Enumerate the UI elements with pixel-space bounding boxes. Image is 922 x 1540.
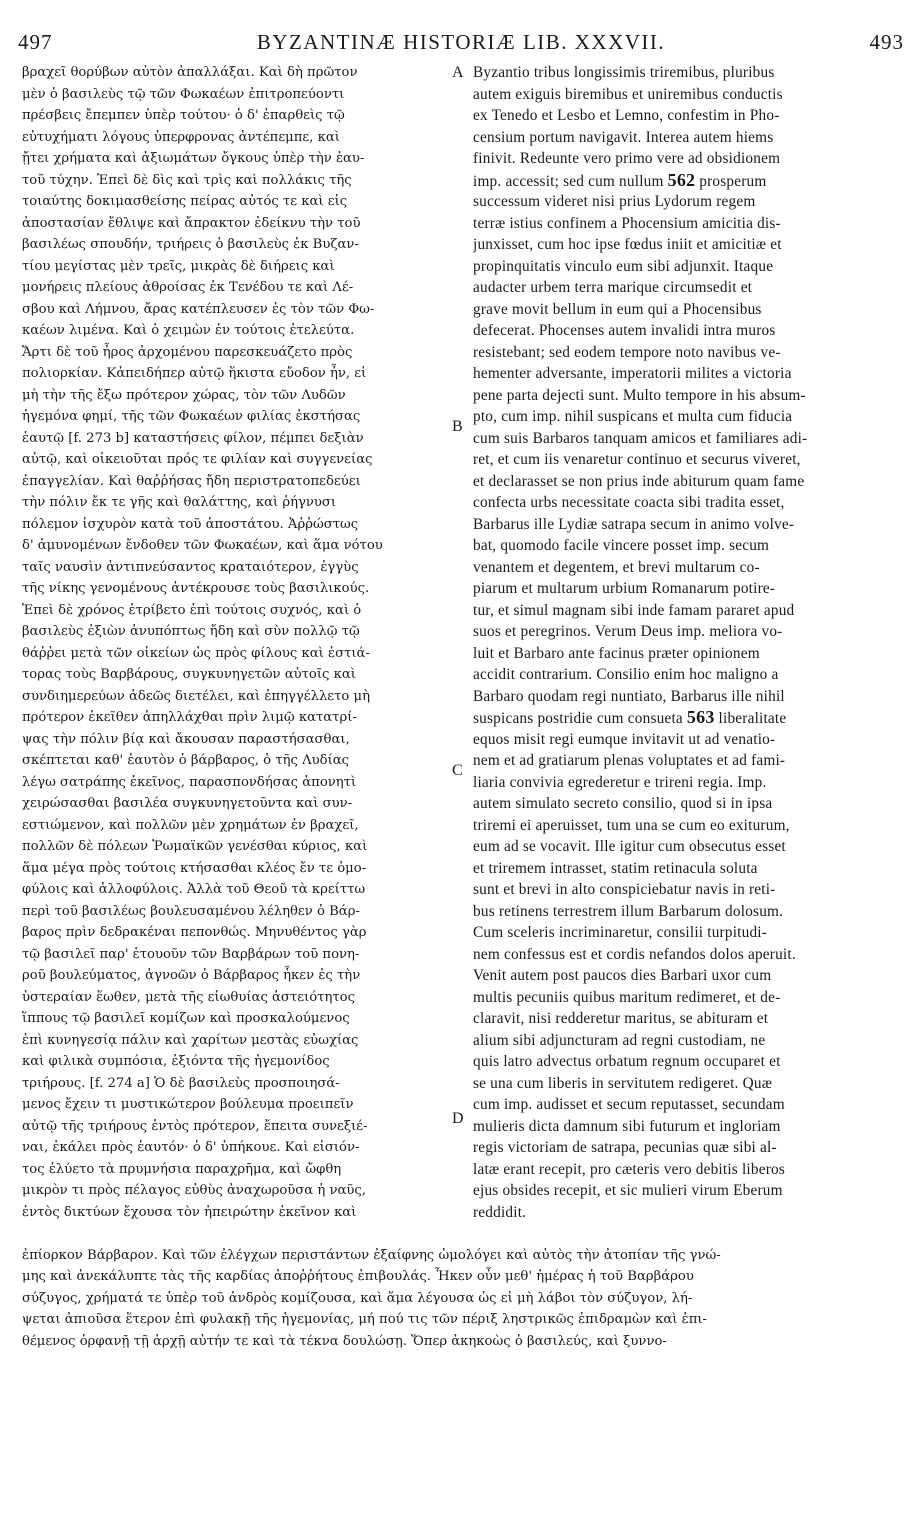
text-line: sunt et brevi in alto conspiciebatur navis in reti- — [473, 881, 776, 898]
text-line: confecta urbs necessitate coacta sibi tradita esset, — [473, 494, 785, 511]
text-line: λέγω σατράπης ἐκεῖνος, παρασπονδήσας ἀπονητὶ — [22, 774, 357, 790]
text-line: censium portum navigavit. Interea autem hiems — [473, 128, 774, 146]
text-line: multis pecuniis quibus maritum redimeret, et de- — [473, 988, 781, 1006]
right-page-number: 493 — [869, 30, 904, 54]
text-line: μης καὶ ἀνεκάλυπτε τὰς τῆς καρδίας ἀποῤῥήτους ἐπιβουλάς. Ἧκεν οὖν μεθ' ἡμέρας ἡ τοῦ Βαρβάρου — [22, 1269, 694, 1284]
text-line: suspicans postridie cum consueta 563 liberalitate — [473, 707, 787, 727]
text-line: πρέσβεις ἔπεμπεν ὑπὲρ τούτου· ὁ δ' ἐπαρθεὶς τῷ — [22, 108, 345, 123]
text-line: σβου καὶ Λήμνου, ἄρας κατέπλευσεν ἐς τὸν τῶν Φω- — [22, 301, 375, 317]
text-line: ejus obsides recepit, et sic mulieri virum Eberum — [473, 1182, 783, 1199]
text-line: ἐπαγγελίαν. Καὶ θαῤῥήσας ἤδη περιστρατοπεδεύει — [22, 473, 361, 489]
text-line: tur, et simul magnam sibi inde famam pararet apud — [473, 601, 795, 619]
text-line: triremi ei aperuisset, tum una se cum eo exiturum, — [473, 816, 790, 834]
text-line: ἑαυτῷ [f. 273 b] καταστήσεις φίλον, πέμπει δεξιὰν — [22, 430, 364, 446]
text-line: nem et ad gratiarum plenas voluptates et ad fami- — [473, 752, 786, 769]
text-line: καέων λιμένα. Καὶ ὁ χειμὼν ἐν τούτοις ἐτελεύτα. — [22, 323, 355, 338]
text-line: hementer adversante, imperatorii milites a victoria — [473, 365, 792, 382]
margin-marker-b: B — [452, 418, 463, 435]
text-line: τῷ βασιλεῖ παρ' ἑτουοῦν τῶν Βαρβάρων τοῦ πονη- — [22, 946, 360, 962]
text-line: καὶ φιλικὰ συμπόσια, ἐξιόντα τῆς ἡγεμονίδος — [22, 1054, 330, 1069]
text-line: τοῦ τύχην. Ἐπεὶ δὲ δὶς καὶ τρὶς καὶ πολλάκις τῆς — [22, 172, 352, 188]
text-line: ροῦ βουλεύματος, ἀγνοῶν ὁ Βάρβαρος ἧκεν ἐς τὴν — [22, 968, 361, 983]
text-line: τορας τοὺς Βαρβάρους, συγκυνηγετῶν αὐτοῖς καὶ — [22, 667, 356, 682]
text-line: successum videret nisi prius Lydorum regem — [473, 193, 756, 210]
text-line: ἐπὶ κυνηγεσίᾳ πάλιν καὶ χαρίτων μεστὰς εὐωχίας — [22, 1032, 359, 1048]
text-line: finivit. Redeunte vero primo vere ad obsidionem — [473, 150, 781, 167]
text-line: εὐτυχήματι λόγους ὑπερφρονας ἀντέπεμπε, καὶ — [22, 129, 340, 145]
text-line: Ἐπεὶ δὲ χρόνος ἐτρίβετο ἐπὶ τούτοις συχνός, καὶ ὁ — [22, 602, 362, 618]
text-line: θέμενος ὀρφανῇ τῇ ἀρχῇ αὐτήν τε καὶ τὰ τέκνα δουλώσῃ. Ὅπερ ἀκηκοὼς ὁ βασιλεύς, καὶ ξυννο- — [22, 1333, 667, 1349]
text-line: βασιλέως σπουδήν, τριήρεις ὁ βασιλεὺς ἐκ Βυζαν- — [22, 237, 359, 252]
text-line: bus retinens terrestrem illum Barbarum dolosum. — [473, 902, 784, 920]
text-line: quis latro advectus orbatum regnum occuparet et — [473, 1053, 781, 1070]
text-line: εστιώμενον, καὶ πολλῶν μὲν χρημάτων ἐν βραχεῖ, — [22, 817, 359, 833]
text-line: propinquitatis vinculo eum sibi adjunxit. Itaque — [473, 257, 774, 275]
edition-page-number: 563 — [686, 707, 715, 727]
greek-text-column — [22, 62, 460, 1245]
text-line: βραχεῖ θορύβων αὐτὸν ἀπαλλάξαι. Καὶ δὴ πρῶτον — [22, 65, 358, 80]
text-line: βαρος πρὶν δεδρακέναι πεπονθώς. Μηνυθέντος γὰρ — [22, 925, 367, 940]
text-line: Barbarus ille Lydiæ satrapa secum in animo volve- — [473, 515, 795, 533]
text-line: reddidit. — [473, 1203, 527, 1221]
text-line: τοιαύτης δοκιμασθείσης πείρας αὐτός τε καὶ εἰς — [22, 194, 348, 209]
text-line: ψας τὴν πόλιν βίᾳ καὶ ἄκουσαν παραστήσασθαι, — [22, 731, 350, 747]
text-line: ταῖς ναυσὶν ἀντιπνεύσαντος κραταιότερον, ἐγγὺς — [22, 559, 359, 575]
text-line: ναι, ἐκάλει πρὸς ἑαυτόν· ὁ δ' ὑπήκουε. Καὶ εἰσιόν- — [22, 1140, 360, 1155]
text-line: bat, quomodo facile vincere posset imp. secum — [473, 537, 770, 554]
text-line: accidit contrarium. Consilio enim hoc maligno a — [473, 666, 779, 683]
text-line: imp. accessit; sed cum nullum 562 prosperum — [473, 169, 767, 190]
text-line: δ' ἀμυνομένων ἔνδοθεν τῶν Φωκαέων, καὶ ἅμα νότου — [22, 538, 383, 553]
text-line: claravit, nisi redderetur maritus, se abituram et — [473, 1010, 769, 1027]
text-line: liaria convivia egrederetur e trireni regia. Imp. — [473, 773, 767, 791]
text-line: θάῤῥει μετὰ τῶν οἰκείων ὡς πρὸς φίλους καὶ ἐστιά- — [22, 645, 370, 661]
text-line: piarum et multarum urbium Romanarum potire- — [473, 580, 776, 597]
text-line: ἐπίορκον Βάρβαρον. Καὶ τῶν ἐλέγχων περιστάντων ἐξαίφνης ὡμολόγει καὶ αὐτὸς τὴν ἀτοπίαν τῆς γνώ- — [22, 1247, 721, 1263]
text-line: et triremem intrasset, statim retinacula soluta — [473, 859, 758, 877]
text-line: ἵππους τῷ βασιλεῖ κομίζων καὶ προσκαλούμενος — [22, 1011, 350, 1026]
text-line: σύζυγος, χρήματά τε ὑπὲρ τοῦ ἀνδρὸς κομίζουσα, καὶ ἅμα λέγουσα ὡς εἰ μὴ λάβοι τὸν σύζυγον, λή- — [22, 1290, 693, 1306]
latin-text-column — [473, 62, 901, 1223]
text-line: audacter urbem terra marique circumsedit et — [473, 279, 753, 296]
text-line: Venit autem post paucos dies Barbari uxor cum — [473, 967, 772, 984]
page-header — [18, 30, 904, 60]
text-line: pene parta dejecti sunt. Multo tempore in his absum- — [473, 386, 806, 404]
text-line: latæ erant recepit, pro cæteris vero debitis liberos — [473, 1160, 785, 1178]
edition-page-number: 562 — [667, 169, 696, 190]
text-line: μονήρεις πλείους ἀθροίσας ἐκ Τενέδου τε καὶ Λέ- — [22, 280, 354, 295]
text-line: βασιλεὺς ἐξιὼν ἀνυπόπτως ἤδη καὶ σὺν πολλῷ τῷ — [22, 624, 360, 639]
text-line: ἐντὸς δικτύων ἔχουσα τὸν ἠπειρώτην ἐκεῖνον καὶ — [22, 1204, 357, 1220]
text-line: ὑστεραίαν ἕωθεν, μετὰ τῆς εἰωθυίας ἀστειότητος — [22, 989, 355, 1005]
text-line: τῆς νίκης γενομένους ἀντέκρουσε τοὺς βασιλικούς. — [22, 581, 370, 596]
text-line: ψεται ἀπιοῦσα ἕτερον ἐπὶ φυλακῇ τῆς ἡγεμονίας, μή πού τις τῶν πέριξ ληστρικῶς ἐπιδραμὼν καὶ ἐπι- — [22, 1312, 707, 1327]
text-line: τος ἐλύετο τὰ πρυμνήσια παραχρῆμα, καὶ ὤφθη — [22, 1161, 342, 1177]
text-line: luit et Barbaro ante facinus præter opinionem — [473, 644, 760, 662]
text-line: autem simulato secreto consilio, quod si in ipsa — [473, 795, 773, 812]
text-line: grave movit bellum in eum qui a Phocensibus — [473, 300, 762, 318]
text-line: πρότερον ἐκεῖθεν ἀπηλλάχθαι πρὶν λιμῷ κατατρί- — [22, 710, 357, 725]
left-page-number: 497 — [18, 30, 53, 54]
margin-marker-c: C — [452, 762, 463, 779]
text-line: venantem et degentem, et brevi multarum co- — [473, 558, 760, 576]
text-line: φύλοις καὶ ἀλλοφύλοις. Ἀλλὰ τοῦ Θεοῦ τὰ κρείττω — [22, 882, 366, 897]
margin-marker-d: D — [452, 1110, 464, 1127]
text-line: alium sibi adjuncturam ad regni custodiam, ne — [473, 1031, 766, 1049]
text-line: ᾔτει χρήματα καὶ ἀξιωμάτων ὄγκους ὑπὲρ τὴν ἑαυ- — [22, 151, 365, 166]
text-line: Barbaro quodam regi nuntiato, Barbarus ille nihil — [473, 687, 785, 705]
text-line: τριήρους. [f. 274 a] Ὁ δὲ βασιλεὺς προσποιησά- — [22, 1075, 340, 1091]
text-line: αὐτῷ τῆς τριήρους ἐντὸς πρότερον, ἔπειτα συνεξιέ- — [22, 1118, 368, 1134]
text-line: μικρὸν τι πρὸς πέλαγος εὐθὺς ἀναχωροῦσα ἡ ναῦς, — [22, 1183, 367, 1198]
text-line: mulieris dicta damnum sibi futurum et ingloriam — [473, 1117, 781, 1135]
full-width-greek-lines — [22, 1245, 902, 1353]
text-line: se una cum liberis in servitutem redigeret. Quæ — [473, 1074, 773, 1092]
text-line: suos et peregrinos. Verum Deus imp. meliora vo- — [473, 623, 783, 640]
text-line: defecerat. Phocenses autem invalidi intra muros — [473, 322, 776, 339]
text-line: τὴν πόλιν ἔκ τε γῆς καὶ θαλάττης, καὶ ῥήγνυσι — [22, 495, 337, 510]
running-title: BYZANTINÆ HISTORIÆ LIB. XXXVII. — [256, 30, 666, 54]
text-line: ἡγεμόνα φημί, τῆς τῶν Φωκαέων φιλίας ἐκστήσας — [22, 409, 361, 424]
text-line: autem exiguis biremibus et uniremibus conductis — [473, 85, 783, 103]
text-line: μενος ἔχειν τι μυστικώτερον βούλευμα προειπεῖν — [22, 1097, 354, 1112]
text-line: Ἄρτι δὲ τοῦ ἦρος ἀρχομένου παρεσκευάζετο πρὸς — [22, 344, 353, 360]
text-line: eum ad se vocavit. Ille igitur cum obsecutus esset — [473, 838, 786, 855]
text-line: αὐτῷ, καὶ οἰκειοῦται πρός τε φιλίαν καὶ συγγενείας — [22, 452, 373, 467]
text-line: ἅμα μέγα πρὸς τούτοις κτήσασθαι κλέος ἔν τε ὁμο- — [22, 860, 367, 876]
text-line: cum suis Barbaros tanquam amicos et familiares adi- — [473, 429, 808, 447]
text-line: ἀποστασίαν ἔθλιψε καὶ ἄπρακτον ἐδείκνυ τὴν τοῦ — [22, 215, 361, 231]
text-line: et declarasset se non prius inde abiturum quam fame — [473, 472, 805, 490]
text-line: μὴ τὴν τῆς ἔξω πρότερον χώρας, τὸν τῶν Λυδῶν — [22, 387, 346, 403]
text-line: περὶ τοῦ βασιλέως βουλευσαμένου λέληθεν ὁ Βάρ- — [22, 903, 360, 919]
text-line: πόλεμον ἰσχυρὸν κατὰ τοῦ ἀποστάτου. Ἀῤῥώστως — [22, 516, 359, 532]
text-line: μὲν ὁ βασιλεὺς τῷ τῶν Φωκαέων ἐπιτροπεύοντι — [22, 86, 345, 102]
text-line: ret, et cum iis venaretur continuo et securus viveret, — [473, 451, 801, 468]
text-line: resistebant; sed eodem tempore noto navibus ve- — [473, 343, 781, 361]
text-line: cum imp. audisset et secum reputasset, secundam — [473, 1096, 785, 1113]
text-line: συνδιημερεύων ἀδεῶς διετέλει, καὶ ἐπηγγέλλετο μὴ — [22, 688, 371, 704]
text-line: nem confessus est et cordis nefandos dolos aperuit. — [473, 945, 796, 963]
text-line: equos misit regi eumque invitavit ut ad venatio- — [473, 730, 776, 748]
margin-marker-a: A — [452, 64, 464, 81]
text-line: junxisset, cum hoc ipse fœdus iniit et amicitiæ et — [473, 236, 782, 253]
text-line: χειρώσασθαι βασιλέα συγκυνηγετοῦντα καὶ συν- — [22, 796, 353, 811]
text-line: ex Tenedo et Lesbo et Lemno, confestim in Pho- — [473, 107, 780, 124]
text-line: terræ istius confinem a Phocensium amicitia dis- — [473, 214, 781, 232]
text-line: Cum sceleris incriminaretur, consilii turpitudi- — [473, 924, 768, 941]
text-line: πολλῶν δὲ πόλεων Ῥωμαϊκῶν γενέσθαι κύριος, καὶ — [22, 839, 368, 854]
text-line: σκέπτεται καθ' ἑαυτὸν ὁ βάρβαρος, ὁ τῆς Λυδίας — [22, 753, 350, 768]
text-line: Byzantio tribus longissimis triremibus, pluribus — [473, 64, 775, 81]
text-line: πολιορκίαν. Κἀπειδήπερ αὐτῷ ἥκιστα εὔοδον ἦν, εἰ — [22, 366, 367, 381]
text-line: τίου μεγίστας μὲν τρεῖς, μικρὰς δὲ διήρεις καὶ — [22, 258, 335, 274]
text-line: regis victoriam de satrapa, pecunias quæ sibi al- — [473, 1139, 777, 1156]
text-line: pto, cum imp. nihil suspicans et multa cum fiducia — [473, 408, 793, 425]
